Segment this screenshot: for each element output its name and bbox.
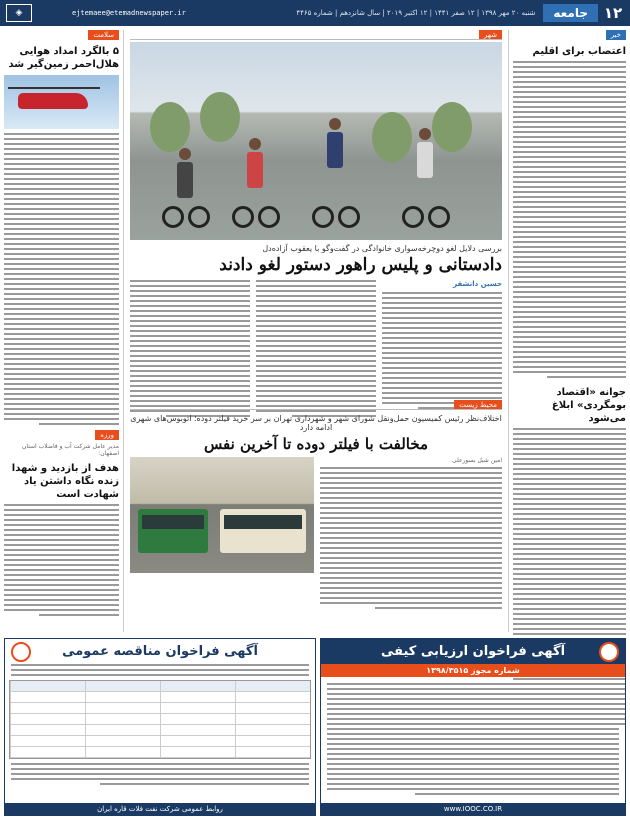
quality-ad-website[interactable]: www.IOOC.CO.IR [321, 803, 625, 815]
right-column [508, 30, 626, 632]
section-title: جامعه [543, 4, 598, 22]
cycling-headline[interactable]: داد‌ستانی و پلیس راهور دستور لغو دادند [219, 255, 502, 275]
tender-ad-footer: روابط عمومی شرکت نفت فلات قاره ایران [5, 803, 315, 815]
pollution-kicker: اختلاف‌نظر رئیس کمیسیون حمل‌ونقل شورای شهر و شهرداری تهران بر سر خرید فیلتر دوده؛ اتوبوس‌های شهری ادامه دارد [130, 414, 502, 432]
city-tag: شهر [479, 30, 502, 39]
cycling-author: حسین دانشفر [453, 280, 502, 288]
martyrs-headline[interactable]: هدف از بازدید و شهدا زنده نگاه داشتن یاد شهادت است [11, 463, 119, 500]
environment-tag: محیط زیست [454, 400, 502, 409]
issue-line: شنبه ۲۰ مهر ۱۳۹۸ | ۱۲ صفر ۱۴۴۱ | ۱۲ اکتبر ۲۰۱۹ | سال شانزدهم | شماره ۴۴۶۵ [296, 9, 536, 17]
quality-assessment-ad[interactable] [320, 638, 626, 816]
tender-ad-table [9, 680, 311, 759]
tender-ad-body [11, 763, 309, 785]
page-header [0, 0, 630, 26]
pollution-article-body [320, 457, 502, 609]
newspaper-logo: ◈ [6, 4, 32, 22]
quality-ad-body [327, 683, 619, 795]
tender-ad-title: آگهی فراخوان مناقصه عمومی [5, 639, 315, 664]
ecotourism-headline[interactable]: جوانه «اقتصاد بومگردی» ابلاغ می‌شود [551, 387, 626, 424]
sport-tag-strip [4, 430, 119, 440]
pollution-author: امین شیل بسورعلی [451, 457, 502, 464]
right-tag-strip [513, 30, 626, 40]
helicopter-article-body [4, 133, 119, 425]
health-tag: سلامت [88, 30, 119, 40]
pollution-headline[interactable]: مخالفت با فیلتر دوده تا آخرین نفس [203, 435, 429, 453]
helicopter-headline[interactable]: ۵ بالگرد امداد هوایی هلال‌احمر زمین‌گیر شد [8, 46, 119, 70]
city-tag-strip [130, 30, 502, 40]
pollution-article [130, 400, 502, 609]
bus-photo [130, 457, 314, 573]
cycling-article-body [130, 280, 502, 400]
center-column [130, 30, 502, 632]
quality-ad-license: شماره مجوز ۱۳۹۸/۳۵۱۵ [321, 664, 625, 677]
right-tag: خبر [606, 30, 626, 40]
cycling-photo [130, 42, 502, 240]
martyrs-article-body [4, 504, 119, 616]
sport-tag: ورزه [95, 430, 119, 440]
climate-headline[interactable]: اعتصاب برای اقلیم [532, 46, 626, 57]
tender-company-logo-icon [11, 642, 31, 662]
tender-ad-intro [11, 664, 309, 676]
page-number: ۱۲ [603, 4, 623, 22]
health-tag-strip [4, 30, 119, 40]
oil-company-logo-icon [599, 642, 619, 662]
cycling-kicker: بررسی دلایل لغو دوچرخه‌سواری خانوادگی در گفت‌وگو با یعقوب آزاده‌دل [262, 244, 502, 253]
tender-ad[interactable] [4, 638, 316, 816]
section-email[interactable]: ejtemaee@etemadnewspaper.ir [72, 9, 186, 17]
water-kicker: مدیر عامل شرکت آب و فاضلاب استان اصفهان: [21, 443, 119, 457]
quality-ad-title: آگهی فراخوان ارزیابی کیفی [321, 639, 625, 664]
left-column [4, 30, 124, 632]
climate-article-body [513, 61, 626, 378]
helicopter-photo [4, 75, 119, 129]
